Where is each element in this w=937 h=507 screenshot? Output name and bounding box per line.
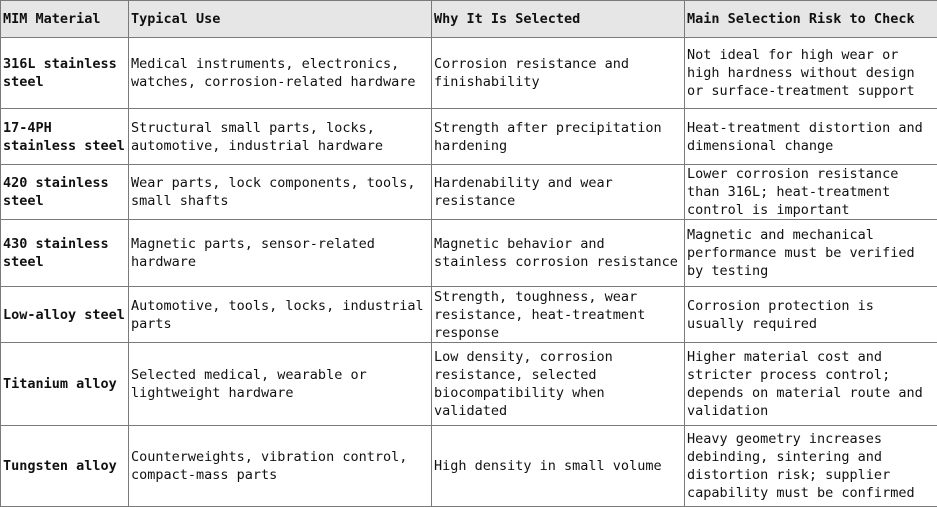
material-cell: Tungsten alloy <box>1 426 129 507</box>
why-selected-cell: Low density, corrosion resistance, selected biocompatibility when validated <box>432 343 685 426</box>
table-row <box>1 165 937 220</box>
typical-use-cell: Magnetic parts, sensor-related hardware <box>129 220 432 287</box>
table-row <box>1 343 937 426</box>
why-selected-cell: Hardenability and wear resistance <box>432 165 685 220</box>
typical-use-cell: Selected medical, wearable or lightweight hardware <box>129 343 432 426</box>
header-why-selected: Why It Is Selected <box>432 1 685 38</box>
typical-use-cell: Medical instruments, electronics, watches, corrosion-related hardware <box>129 38 432 109</box>
selection-risk-cell: Higher material cost and stricter process control; depends on material route and validation <box>685 343 937 426</box>
material-cell: 420 stainless steel <box>1 165 129 220</box>
header-mim-material: MIM Material <box>1 1 129 38</box>
selection-risk-cell: Lower corrosion resistance than 316L; heat-treatment control is important <box>685 165 937 220</box>
material-cell: Titanium alloy <box>1 343 129 426</box>
selection-risk-cell: Heat-treatment distortion and dimensional change <box>685 109 937 165</box>
table-row <box>1 426 937 507</box>
material-cell: Low-alloy steel <box>1 287 129 343</box>
why-selected-cell: Strength, toughness, wear resistance, heat-treatment response <box>432 287 685 343</box>
selection-risk-cell: Heavy geometry increases debinding, sintering and distortion risk; supplier capability must be confirmed <box>685 426 937 507</box>
material-cell: 17-4PH stainless steel <box>1 109 129 165</box>
header-selection-risk: Main Selection Risk to Check <box>685 1 937 38</box>
typical-use-cell: Counterweights, vibration control, compact-mass parts <box>129 426 432 507</box>
typical-use-cell: Structural small parts, locks, automotive, industrial hardware <box>129 109 432 165</box>
why-selected-cell: High density in small volume <box>432 426 685 507</box>
typical-use-cell: Automotive, tools, locks, industrial parts <box>129 287 432 343</box>
table-row <box>1 287 937 343</box>
material-cell: 430 stainless steel <box>1 220 129 287</box>
header-typical-use: Typical Use <box>129 1 432 38</box>
typical-use-cell: Wear parts, lock components, tools, small shafts <box>129 165 432 220</box>
table-row <box>1 109 937 165</box>
table-row <box>1 220 937 287</box>
why-selected-cell: Corrosion resistance and finishability <box>432 38 685 109</box>
selection-risk-cell: Corrosion protection is usually required <box>685 287 937 343</box>
selection-risk-cell: Magnetic and mechanical performance must be verified by testing <box>685 220 937 287</box>
table-row <box>1 38 937 109</box>
material-cell: 316L stainless steel <box>1 38 129 109</box>
why-selected-cell: Magnetic behavior and stainless corrosion resistance <box>432 220 685 287</box>
header-row <box>1 1 937 38</box>
why-selected-cell: Strength after precipitation hardening <box>432 109 685 165</box>
selection-risk-cell: Not ideal for high wear or high hardness without design or surface-treatment support <box>685 38 937 109</box>
